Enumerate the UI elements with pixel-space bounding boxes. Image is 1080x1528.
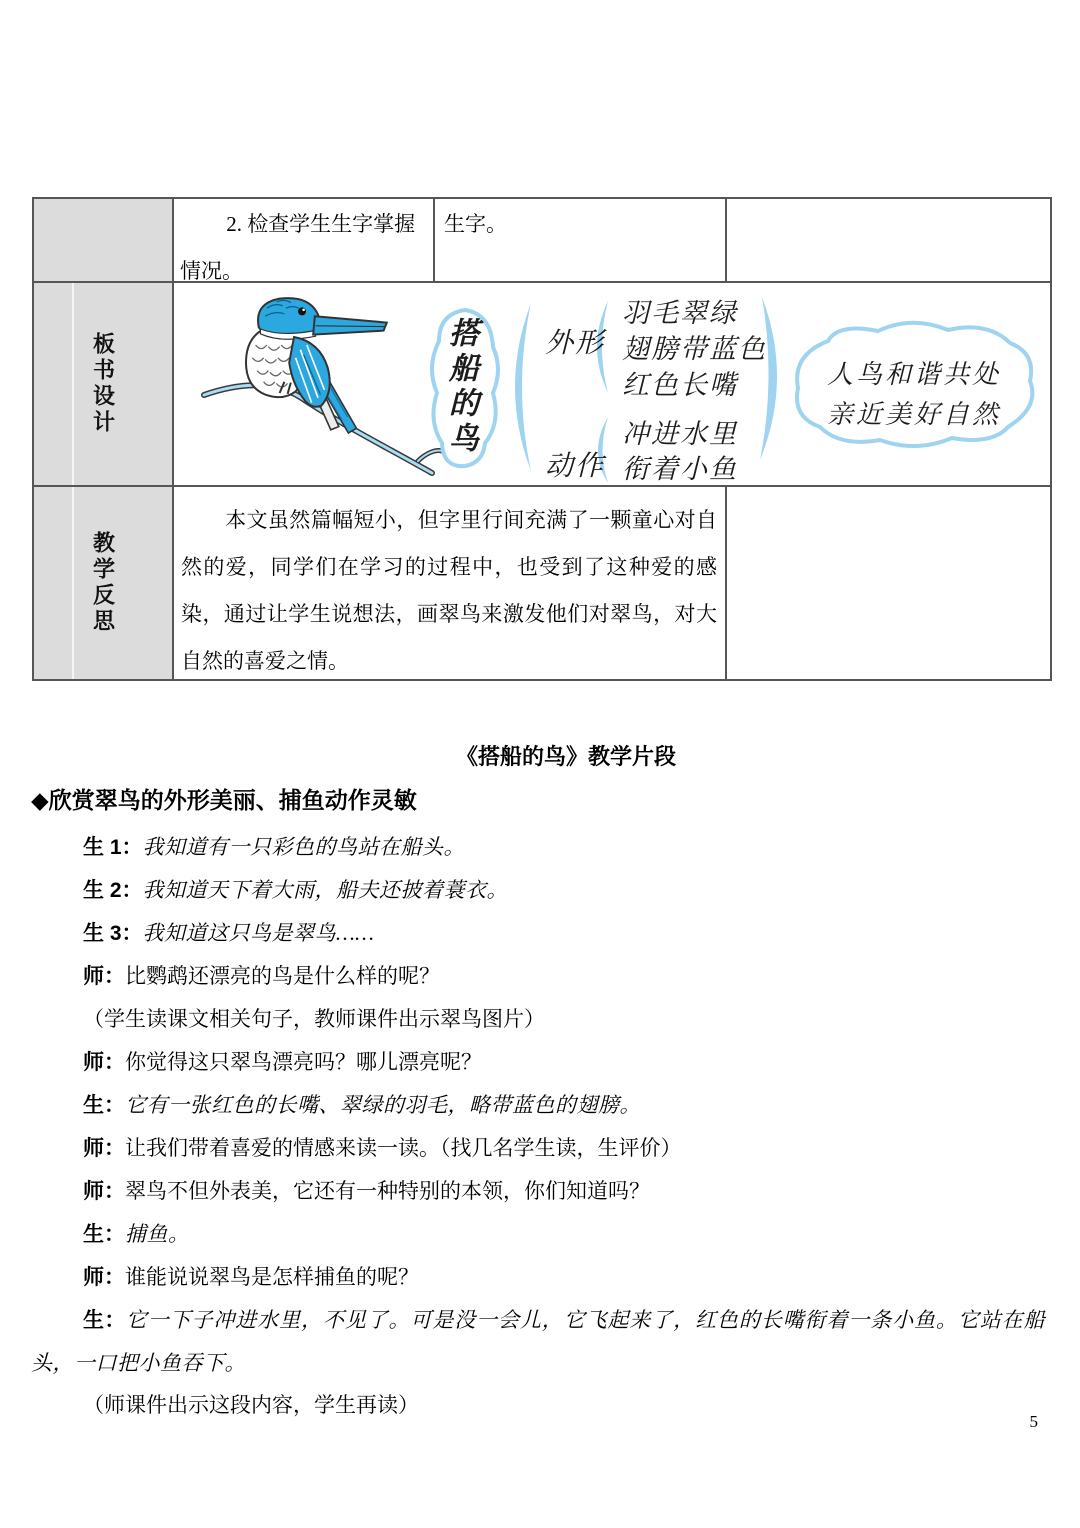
kingfisher-illustration [246,298,387,433]
dialogue-text: 你觉得这只翠鸟漂亮吗？哪儿漂亮呢？ [125,1050,482,1074]
speaker-label: 生： [83,1094,125,1117]
section-title: 《搭船的鸟》教学片段 [455,744,676,769]
speaker-label: 生： [83,1223,125,1246]
cloud-line: 亲近美好自然 [826,400,1001,429]
lesson-plan-table [32,197,1052,681]
board-branch-action-items [622,417,738,487]
speaker-label: 生 3： [83,922,143,945]
dialogue-line [31,912,1045,955]
dialogue-line [31,869,1045,912]
dialogue-line [31,1041,1045,1084]
section-subtitle: ◆欣赏翠鸟的外形美丽、捕鱼动作灵敏 [31,787,417,813]
speaker-label: 师： [83,1266,125,1289]
dialogue-text: 翠鸟不但外表美，它还有一种特别的本领，你们知道吗？ [125,1179,650,1203]
board-item: 衔着小鱼 [622,454,738,484]
cloud-line: 人鸟和谐共处 [826,360,1001,389]
dialogue-text: 它有一张红色的长嘴、翠绿的羽毛，略带蓝色的翅膀。 [125,1093,641,1117]
dialogue-line [31,1256,1045,1299]
board-item: 红色长嘴 [622,370,738,400]
dialogue-text: 比鹦鹉还漂亮的鸟是什么样的呢？ [125,964,440,988]
stage-direction-text: （师课件出示这段内容，学生再读） [83,1393,419,1417]
dialogue-text: 我知道有一只彩色的鸟站在船头。 [142,835,466,859]
board-design-diagram [174,283,1050,487]
dialogue-block [31,826,1045,1427]
board-item: 羽毛翠绿 [622,298,738,328]
speaker-label: 生 1： [83,836,143,859]
table-cell-board-design-label [34,283,174,487]
teaching-reflection-label: 教学反思 [90,531,116,635]
board-item: 冲进水里 [622,419,738,449]
dialogue-text: 我知道天下着大雨，船夫还披着蓑衣。 [142,878,509,902]
dialogue-text: 捕鱼。 [125,1222,190,1246]
speaker-label: 师： [83,1180,125,1203]
dialogue-text: 我知道这只鸟是翠鸟…… [142,921,375,945]
table-cell-empty [727,199,1050,283]
dialogue-line [31,1213,1045,1256]
page-number: 5 [1029,1412,1038,1431]
speaker-label: 师： [83,965,125,988]
speaker-label: 生： [83,1309,126,1332]
speaker-label: 师： [83,1137,125,1160]
dialogue-line [31,1170,1045,1213]
board-branch-action-label: 动作 [545,451,606,482]
board-title-bubble-text: 搭船的鸟 [444,317,477,457]
board-design-label: 板书设计 [90,332,116,436]
dialogue-line [31,1084,1045,1127]
table-cell-empty [727,487,1050,679]
dialogue-line [31,998,1045,1041]
table-cell-note: 生字。 [435,199,727,283]
table-cell-teaching-step: 2. 检查学生生字掌握情况。 [174,199,435,283]
dialogue-line [31,1384,1045,1427]
board-branch-appearance-items [622,295,767,403]
board-cloud-text [802,355,1026,435]
dialogue-line [31,955,1045,998]
dialogue-text: 让我们带着喜爱的情感来读一读。（找几名学生读，生评价） [125,1136,682,1160]
brace-open-icon [515,303,531,471]
stage-direction-text: （学生读课文相关句子，教师课件出示翠鸟图片） [83,1007,545,1031]
speaker-label: 师： [83,1051,125,1074]
table-cell-reflection-text: 本文虽然篇幅短小，但字里行间充满了一颗童心对自然的爱，同学们在学习的过程中，也受到了这种爱的感染，通过让学生说想法，画翠鸟来激发他们对翠鸟，对大自然的喜爱之情。 [174,487,727,679]
board-item: 翅膀带蓝色 [622,334,767,364]
dialogue-line [31,1299,1045,1384]
dialogue-line [31,826,1045,869]
table-cell-reflection-label [34,487,174,679]
board-branch-appearance-label: 外形 [545,328,606,359]
speaker-label: 生 2： [83,879,143,902]
dialogue-text: 谁能说说翠鸟是怎样捕鱼的呢？ [125,1265,419,1289]
table-cell-label-empty [34,199,174,283]
dialogue-line [31,1127,1045,1170]
table-cell-board-design [174,283,1050,487]
dialogue-text: 它一下子冲进水里，不见了。可是没一会儿，它飞起来了，红色的长嘴衔着一条小鱼。它站在船头，一口把小鱼吞下。 [31,1308,1046,1375]
